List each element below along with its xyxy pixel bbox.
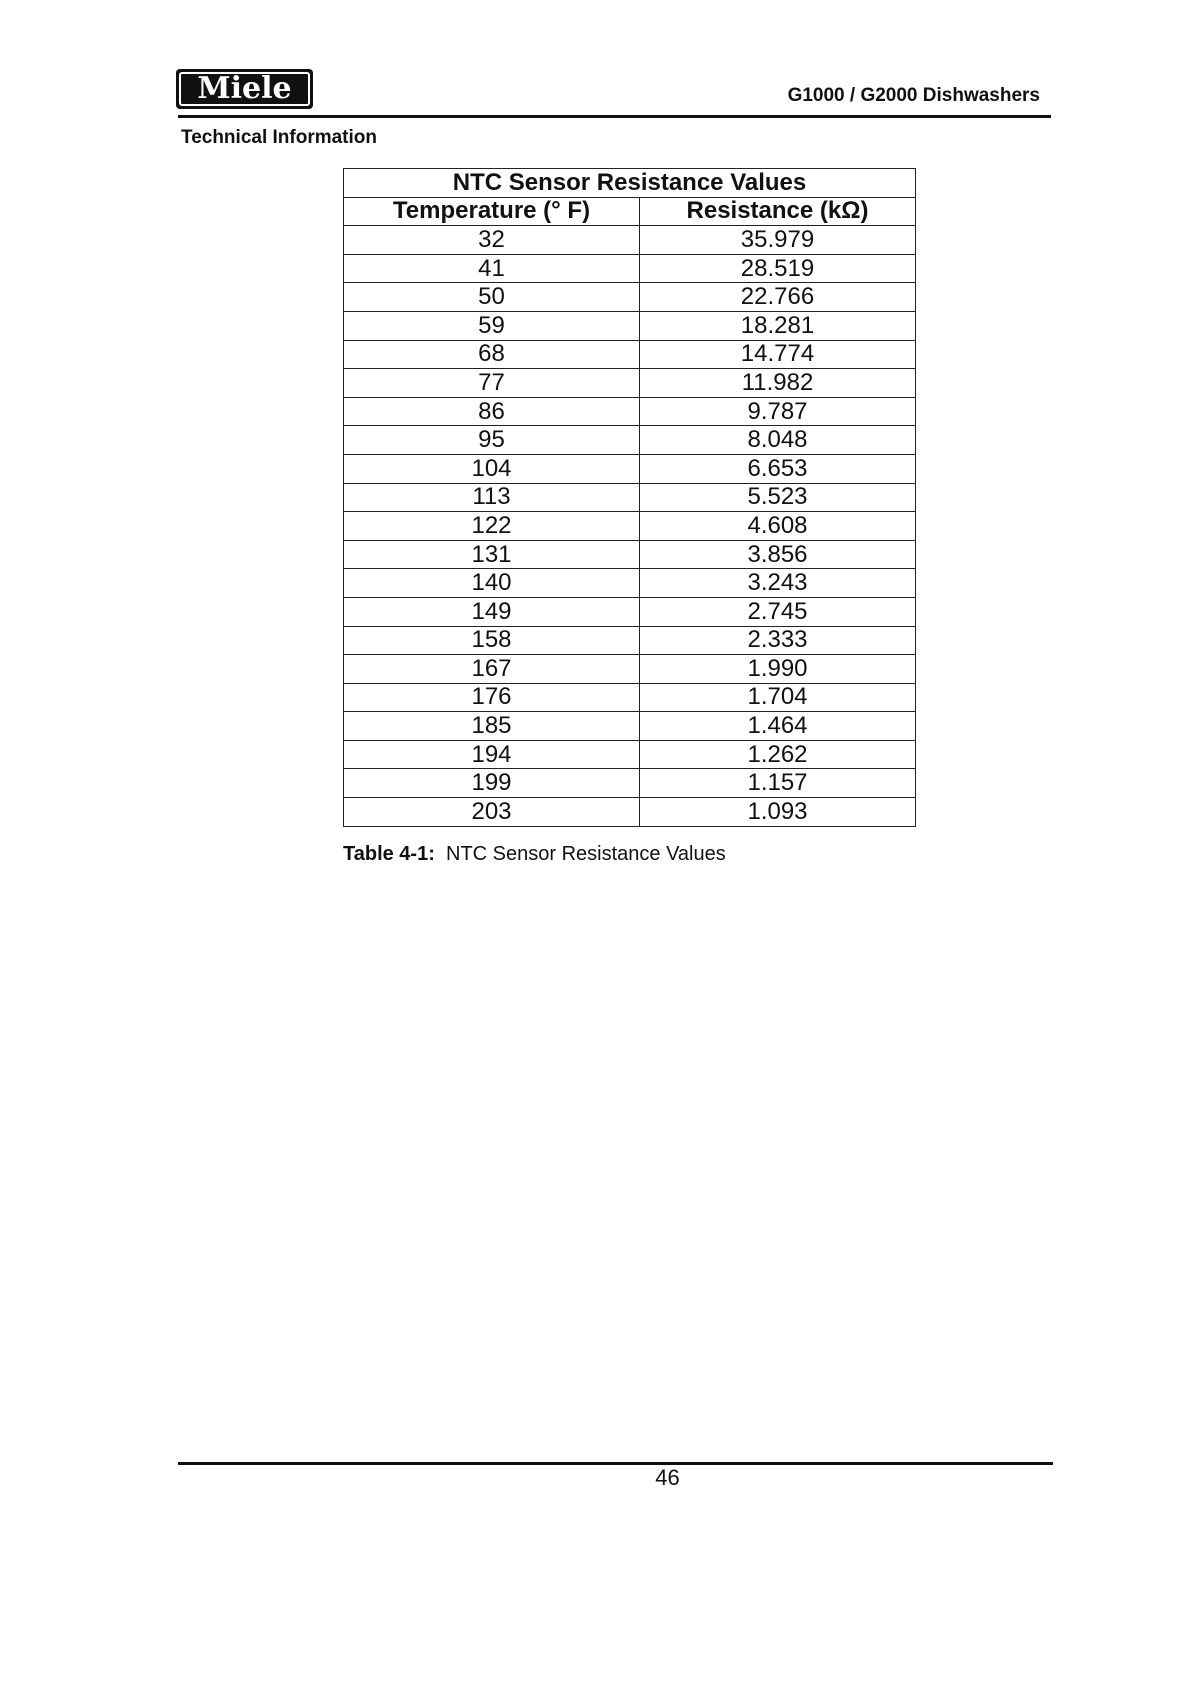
section-label: Technical Information (181, 127, 378, 148)
table-row (344, 740, 916, 769)
table-row (344, 483, 916, 512)
table-row (344, 569, 916, 598)
table-header-row (344, 197, 916, 226)
column-header-temperature: Temperature (° F) (344, 197, 640, 226)
resistance-cell: 1.464 (640, 712, 916, 741)
temperature-cell: 203 (344, 798, 640, 827)
logo-text: Miele (179, 72, 310, 106)
temperature-cell: 104 (344, 454, 640, 483)
temperature-cell: 176 (344, 683, 640, 712)
table-row (344, 369, 916, 398)
table-row (344, 226, 916, 255)
temperature-cell: 158 (344, 626, 640, 655)
page-number: 46 (655, 1465, 680, 1490)
temperature-cell: 50 (344, 283, 640, 312)
table-row (344, 712, 916, 741)
resistance-cell: 2.333 (640, 626, 916, 655)
table-row (344, 683, 916, 712)
table-caption (343, 842, 726, 866)
table-row (344, 426, 916, 455)
resistance-cell: 1.262 (640, 740, 916, 769)
table-row (344, 311, 916, 340)
ntc-resistance-table (343, 168, 916, 827)
resistance-cell: 35.979 (640, 226, 916, 255)
table-title: NTC Sensor Resistance Values (344, 169, 916, 198)
table-row (344, 254, 916, 283)
resistance-cell: 2.745 (640, 597, 916, 626)
table-row (344, 769, 916, 798)
table-title-row (344, 169, 916, 198)
resistance-cell: 11.982 (640, 369, 916, 398)
resistance-cell: 1.990 (640, 655, 916, 684)
table-row (344, 655, 916, 684)
caption-label: Table 4-1: (343, 843, 435, 865)
temperature-cell: 122 (344, 512, 640, 541)
miele-logo (176, 69, 313, 109)
temperature-cell: 199 (344, 769, 640, 798)
table-row (344, 798, 916, 827)
temperature-cell: 140 (344, 569, 640, 598)
temperature-cell: 185 (344, 712, 640, 741)
temperature-cell: 131 (344, 540, 640, 569)
temperature-cell: 32 (344, 226, 640, 255)
resistance-cell: 22.766 (640, 283, 916, 312)
resistance-cell: 4.608 (640, 512, 916, 541)
resistance-cell: 28.519 (640, 254, 916, 283)
column-header-resistance: Resistance (kΩ) (640, 197, 916, 226)
resistance-cell: 3.243 (640, 569, 916, 598)
resistance-cell: 5.523 (640, 483, 916, 512)
temperature-cell: 77 (344, 369, 640, 398)
caption-text: NTC Sensor Resistance Values (446, 843, 726, 865)
table-row (344, 540, 916, 569)
resistance-cell: 9.787 (640, 397, 916, 426)
temperature-cell: 194 (344, 740, 640, 769)
temperature-cell: 95 (344, 426, 640, 455)
resistance-cell: 8.048 (640, 426, 916, 455)
temperature-cell: 86 (344, 397, 640, 426)
resistance-cell: 18.281 (640, 311, 916, 340)
table-row (344, 340, 916, 369)
header-divider (178, 115, 1051, 118)
table-row (344, 512, 916, 541)
table-row (344, 626, 916, 655)
resistance-cell: 14.774 (640, 340, 916, 369)
resistance-cell: 1.704 (640, 683, 916, 712)
temperature-cell: 167 (344, 655, 640, 684)
table-row (344, 454, 916, 483)
resistance-cell: 1.157 (640, 769, 916, 798)
resistance-cell: 1.093 (640, 798, 916, 827)
temperature-cell: 68 (344, 340, 640, 369)
resistance-cell: 3.856 (640, 540, 916, 569)
table-row (344, 597, 916, 626)
temperature-cell: 41 (344, 254, 640, 283)
temperature-cell: 59 (344, 311, 640, 340)
table-row (344, 283, 916, 312)
resistance-cell: 6.653 (640, 454, 916, 483)
temperature-cell: 149 (344, 597, 640, 626)
table-row (344, 397, 916, 426)
temperature-cell: 113 (344, 483, 640, 512)
document-title: G1000 / G2000 Dishwashers (787, 85, 1040, 106)
